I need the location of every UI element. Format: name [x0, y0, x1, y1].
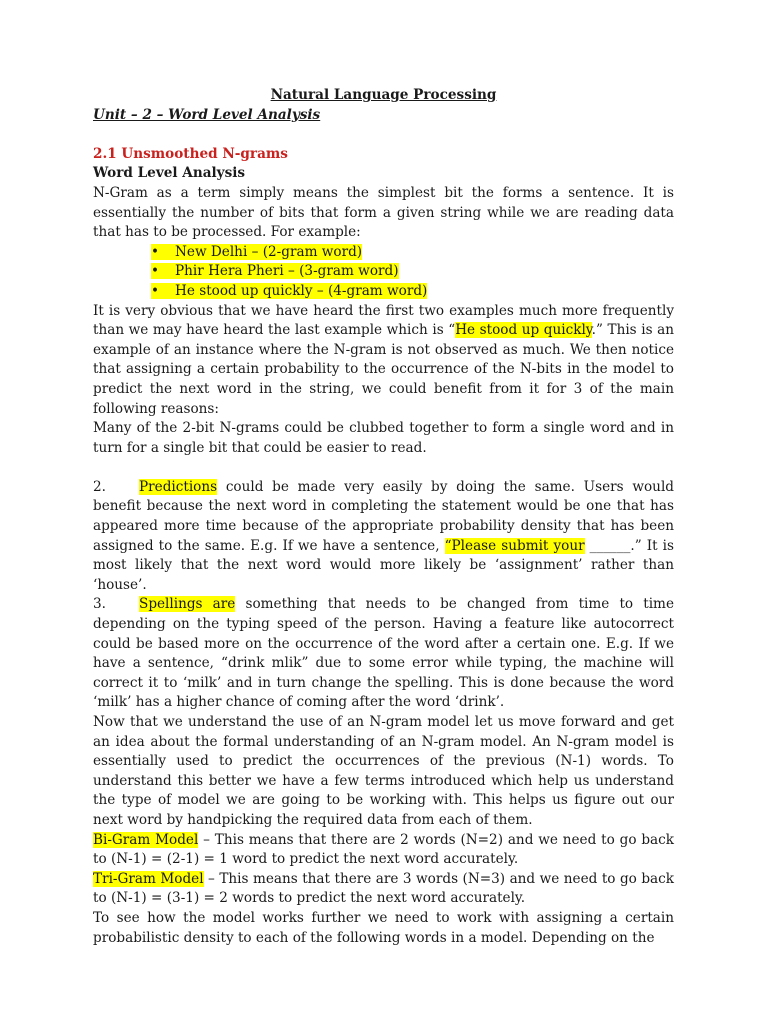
highlighted-phrase: “Please submit your: [444, 537, 585, 554]
bullet-icon: •: [151, 282, 160, 299]
paragraph-ngram-model: Now that we understand the use of an N-gram model let us move forward and get an idea about the formal understanding of an N-gram model. An N-gram model is essentially used to predict the occurrences of the previous (N-1) words. To understand this better we have a few terms introduced which help us understand the type of model we are going to be working with. This helps us figure out our next word by handpicking the required data from each of them.: [93, 714, 674, 828]
paragraph-observation: It is very obvious that we have heard the first two examples much more frequently than we may have heard the last example which is “He stood up quickly.” This is an example of an instance where the N-gram is not observed as much. We then notice that assigning a certain probability to the occurrence of the N-bits in the model to predict the next word in the string, we could benefit from it for 3 of the main following reasons:: [93, 302, 674, 417]
document-title: Natural Language Processing: [270, 87, 497, 103]
list-item: • New Delhi – (2-gram word): [151, 243, 674, 263]
paragraph-intro: N-Gram as a term simply means the simplest bit the forms a sentence. It is essentially the number of bits that form a given string while we are reading data that has to be processed. For example:: [93, 184, 674, 241]
paragraph-reason-2: 2. Predictions could be made very easily by doing the same. Users would benefit because the next word in completing the statement would be one that has appeared more time because of the appropriate probability density that has been assigned to the same. E.g. If we have a sentence, “Please submit your ______.” It is most likely that the next word would more likely be ‘assignment’ rather than ‘house’.: [93, 478, 674, 593]
paragraph-trigram: Tri-Gram Model – This means that there are 3 words (N=3) and we need to go back to (N-1) = (3-1) = 2 words to predict the next word accurately.: [93, 870, 674, 907]
bigram-label: Bi-Gram Model: [93, 831, 199, 848]
sub-heading: Word Level Analysis: [93, 165, 246, 182]
list-item: • Phir Hera Pheri – (3-gram word): [151, 262, 674, 282]
example-list: [93, 243, 674, 302]
list-item: • He stood up quickly – (4-gram word): [151, 282, 674, 302]
trigram-label: Tri-Gram Model: [93, 870, 204, 887]
highlighted-phrase: He stood up quickly: [455, 322, 592, 339]
unit-subtitle: Unit – 2 – Word Level Analysis: [93, 106, 321, 123]
section-heading: 2.1 Unsmoothed N-grams: [93, 145, 288, 162]
bullet-icon: •: [151, 243, 160, 260]
paragraph-reason-3: 3. Spellings are something that needs to be changed from time to time depending on the typing speed of the person. Having a feature like autocorrect could be based more on the occurrence of the word after a certain one. E.g. If we have a sentence, “drink mlik” due to some error while typing, the machine will correct it to ‘milk’ and in turn change the spelling. This is done because the word ‘milk’ has a higher chance of coming after the word ‘drink’.: [93, 596, 674, 711]
highlighted-phrase: Spellings are: [139, 596, 236, 613]
bullet-icon: •: [151, 263, 160, 280]
paragraph-reason-1: Many of the 2-bit N-grams could be clubbed together to form a single word and in turn for a single bit that could be easier to read.: [93, 420, 674, 456]
highlighted-phrase: Predictions: [139, 478, 218, 495]
paragraph-bigram: Bi-Gram Model – This means that there are 2 words (N=2) and we need to go back to (N-1) = (2-1) = 1 word to predict the next word accurately.: [93, 831, 674, 868]
paragraph-probability: To see how the model works further we need to work with assigning a certain probabilistic density to each of the following words in a model. Depending on the: [93, 909, 674, 946]
